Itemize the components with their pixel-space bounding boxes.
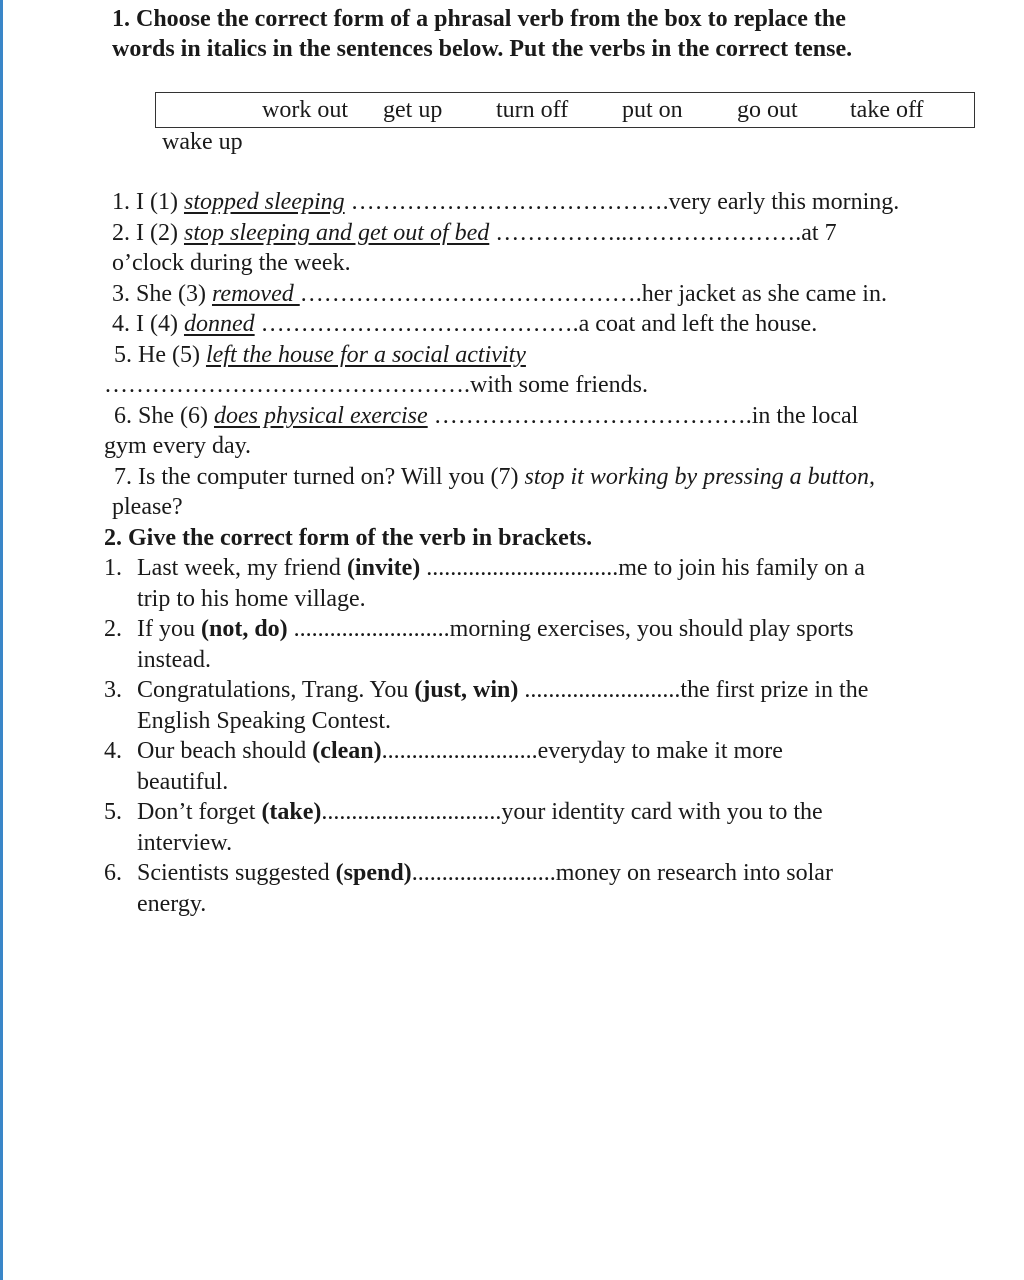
ex1-item-3: 3. She (3) removed …………………………………….her jacket as she came in. bbox=[112, 281, 887, 307]
ex2-item-number: 6. bbox=[104, 860, 122, 886]
box-word: get up bbox=[383, 97, 443, 123]
ex2-item-number: 5. bbox=[104, 799, 122, 825]
ex2-item-number: 4. bbox=[104, 738, 122, 764]
left-border-line bbox=[0, 0, 3, 1280]
ex2-item-1: Last week, my friend (invite) ................................me to join his family on a bbox=[137, 555, 865, 581]
ex2-item-6: Scientists suggested (spend)........................money on research into solar bbox=[137, 860, 833, 886]
box-word: put on bbox=[622, 97, 683, 123]
ex2-item-number: 2. bbox=[104, 616, 122, 642]
ex2-item-4-continuation: beautiful. bbox=[137, 769, 229, 795]
ex1-item-2: 2. I (2) stop sleeping and get out of bed ……………..………………….at 7 bbox=[112, 220, 837, 246]
exercise-2-title: 2. Give the correct form of the verb in brackets. bbox=[104, 525, 593, 551]
ex1-item-1: 1. I (1) stopped sleeping ………………………………….very early this morning. bbox=[112, 189, 900, 215]
exercise-1-title-line-2: words in italics in the sentences below. Put the verbs in the correct tense. bbox=[112, 36, 853, 62]
ex1-item-6: 6. She (6) does physical exercise ………………………………….in the local bbox=[114, 403, 859, 429]
ex2-item-2-continuation: instead. bbox=[137, 647, 211, 673]
ex2-item-5-continuation: interview. bbox=[137, 830, 233, 856]
ex1-item-6-continuation: gym every day. bbox=[104, 433, 252, 459]
ex2-item-2: If you (not, do) ..........................morning exercises, you should play sports bbox=[137, 616, 854, 642]
box-word: work out bbox=[262, 97, 348, 123]
ex2-item-3-continuation: English Speaking Contest. bbox=[137, 708, 391, 734]
box-word: turn off bbox=[496, 97, 569, 123]
ex2-item-number: 1. bbox=[104, 555, 122, 581]
ex1-item-7: 7. Is the computer turned on? Will you (7) stop it working by pressing a button, bbox=[114, 464, 875, 490]
ex2-item-4: Our beach should (clean)..........................everyday to make it more bbox=[137, 738, 783, 764]
ex2-item-5: Don’t forget (take)..............................your identity card with you to the bbox=[137, 799, 823, 825]
ex2-item-number: 3. bbox=[104, 677, 122, 703]
ex1-item-4: 4. I (4) donned ………………………………….a coat and left the house. bbox=[112, 311, 818, 337]
ex1-item-5: 5. He (5) left the house for a social activity bbox=[114, 342, 526, 368]
ex1-item-5-continuation: ……………………………………….with some friends. bbox=[104, 372, 648, 398]
box-word: take off bbox=[850, 97, 924, 123]
ex1-item-7-continuation: please? bbox=[112, 494, 183, 520]
exercise-1-title-line-1: 1. Choose the correct form of a phrasal verb from the box to replace the bbox=[112, 6, 846, 32]
ex1-item-2-continuation: o’clock during the week. bbox=[112, 250, 351, 276]
ex2-item-1-continuation: trip to his home village. bbox=[137, 586, 366, 612]
ex2-item-6-continuation: energy. bbox=[137, 891, 207, 917]
box-word-overflow: wake up bbox=[162, 129, 243, 155]
ex2-item-3: Congratulations, Trang. You (just, win) ..........................the first prize in the bbox=[137, 677, 869, 703]
box-word: go out bbox=[737, 97, 798, 123]
